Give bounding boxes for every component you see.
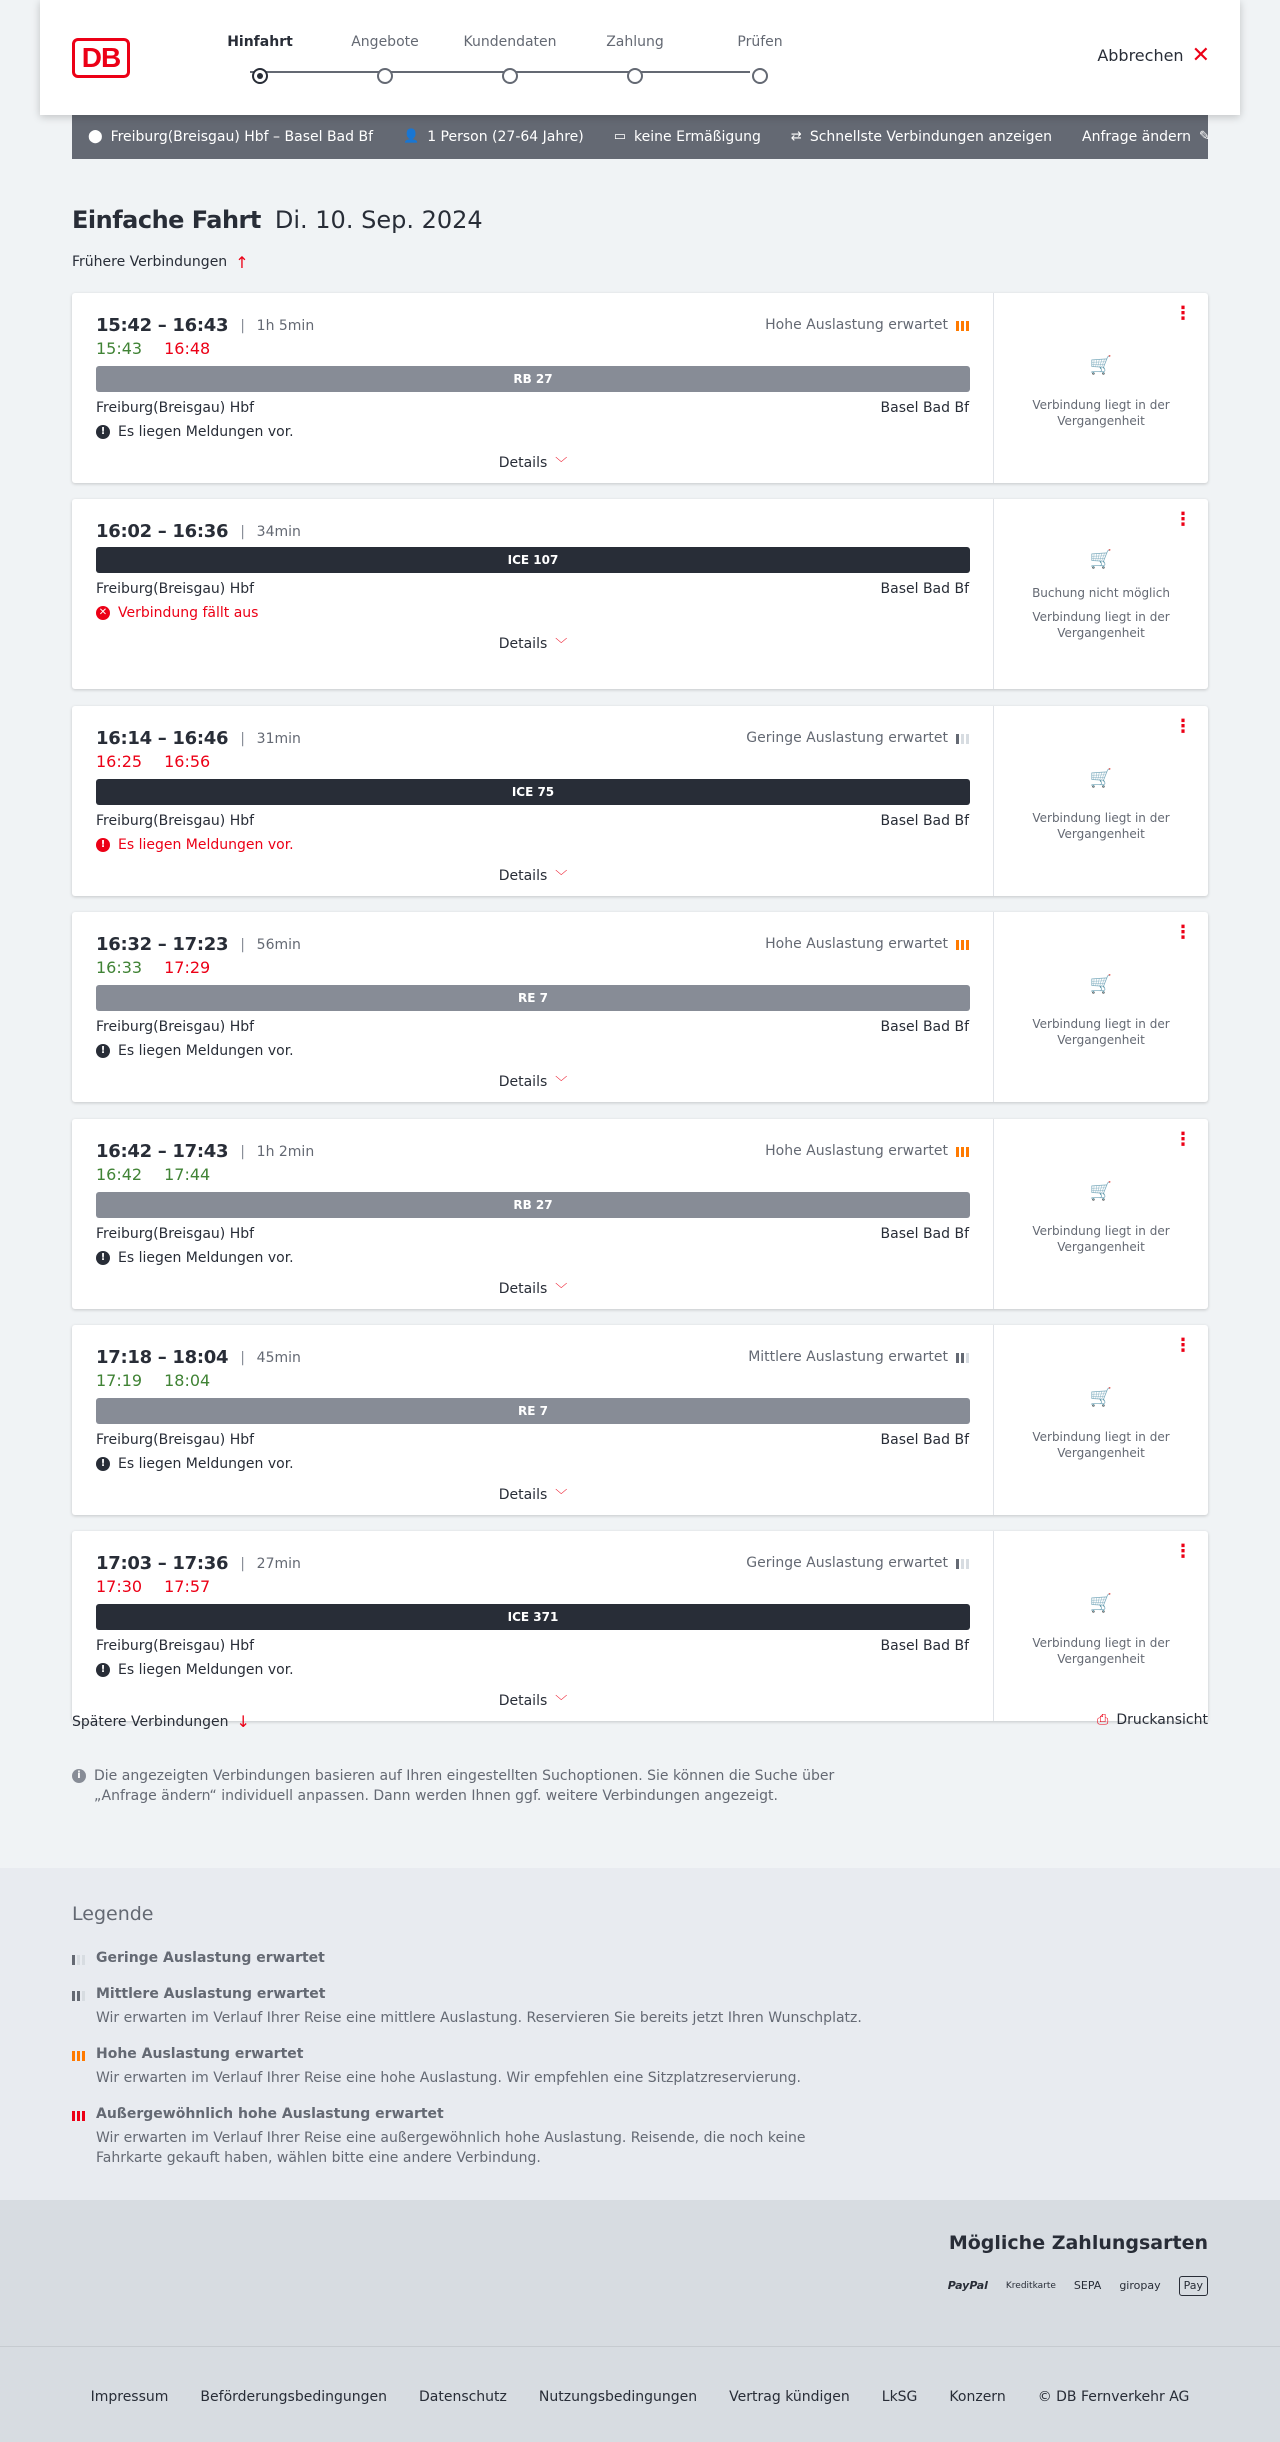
planned-times [96,315,314,336]
booking-panel [994,293,1208,483]
fastest-summary[interactable] [791,129,1052,145]
message-text: Verbindung fällt aus [118,605,259,621]
footer [0,2346,1280,2442]
more-menu-button[interactable]: ⋮ [1174,1129,1192,1150]
destination-station: Basel Bad Bf [880,1226,969,1242]
more-menu-button[interactable]: ⋮ [1174,1335,1192,1356]
connection-card[interactable] [72,499,1208,689]
realtime-arrival: 17:44 [164,1165,211,1184]
origin-station: Freiburg(Breisgau) Hbf [96,1638,255,1654]
times-text: 16:14 – 16:46 [96,728,229,749]
person-icon: 👤 [403,129,420,144]
load-high-icon [956,319,969,331]
load-medium-icon [956,1351,969,1363]
footer-link[interactable]: Vertrag kündigen [729,2389,850,2405]
message-line [96,605,258,621]
times-text: 17:03 – 17:36 [96,1553,229,1574]
load-text: Hohe Auslastung erwartet [765,317,948,333]
page-title [72,200,1208,240]
message-line [96,1662,294,1678]
cart-unavailable-icon: 🛒 [1089,1593,1113,1614]
legend-title: Legende [72,1903,154,1925]
duration: 34min [256,523,301,540]
planned-times [96,1553,301,1574]
connection-card[interactable] [72,706,1208,896]
realtime-departure: 17:19 [96,1371,143,1390]
duration: 1h 5min [256,317,315,334]
list-footer [72,1712,1208,1736]
details-label: Details [498,1487,548,1503]
search-summary-bar [72,114,1208,159]
footer-link[interactable]: Konzern [949,2389,1006,2405]
chevron-down-icon: ﹀ [555,1694,568,1708]
chevron-down-icon: ﹀ [555,456,568,470]
message-text: Es liegen Meldungen vor. [118,1456,294,1472]
realtime-times [96,1577,210,1596]
origin-station: Freiburg(Breisgau) Hbf [96,813,255,829]
cart-unavailable-icon: 🛒 [1089,355,1113,376]
edit-request-button[interactable] [1082,129,1210,145]
message-line [96,837,294,853]
cart-unavailable-icon: 🛒 [1089,549,1113,570]
giropay-icon: giropay [1119,2279,1161,2292]
message-line [96,1456,294,1472]
origin-station: Freiburg(Breisgau) Hbf [96,581,255,597]
separator: | [240,1555,245,1572]
connection-card[interactable] [72,1325,1208,1515]
realtime-arrival: 16:48 [164,339,211,358]
db-logo[interactable]: DB [72,38,130,78]
duration: 1h 2min [256,1143,315,1160]
chevron-down-icon: ﹀ [555,869,568,883]
connection-status: Verbindung liegt in der Vergangenheit [1032,1224,1170,1254]
legend-item-low [72,1950,872,1966]
details-button[interactable] [72,1073,994,1090]
alert-icon: ! [96,1663,110,1677]
booking-panel [994,706,1208,896]
cart-unavailable-icon: 🛒 [1089,1181,1113,1202]
connection-info [72,706,994,896]
chevron-down-icon: ﹀ [555,1488,568,1502]
times-text: 16:02 – 16:36 [96,521,229,542]
train-bar[interactable]: RB 27 [96,366,970,392]
realtime-departure: 16:33 [96,958,143,977]
realtime-arrival: 17:57 [164,1577,211,1596]
cancel-button[interactable] [1097,42,1210,68]
message-text: Es liegen Meldungen vor. [118,1250,294,1266]
destination-station: Basel Bad Bf [880,813,969,829]
separator: | [240,1349,245,1366]
duration: 31min [256,730,301,747]
footer-link[interactable]: Datenschutz [418,2389,507,2405]
duration: 27min [256,1555,301,1572]
route-summary[interactable] [88,129,373,145]
alert-icon: ! [96,838,110,852]
connection-info [72,912,994,1102]
message-line [96,424,294,440]
realtime-times [96,958,210,977]
cart-unavailable-icon: 🛒 [1089,768,1113,789]
load-text: Geringe Auslastung erwartet [746,730,948,746]
connection-status: Verbindung liegt in der Vergangenheit [1032,811,1170,841]
load-indicator [748,1349,969,1365]
planned-times [96,1141,314,1162]
arrow-down-icon: ↓ [236,1712,250,1731]
step-label: Angebote [351,34,419,50]
info-icon: i [72,1769,86,1783]
legend-item-title: Außergewöhnlich hohe Auslastung erwartet [96,2106,444,2122]
info-text: Die angezeigten Verbindungen basieren auf Ihren eingestellten Suchoptionen. Sie können die Suche über „Anfrage ändern“ individuell anpassen. Dann werden Ihnen ggf. weitere Verbindungen angezeigt. [94,1768,835,1804]
chevron-down-icon: ﹀ [555,1282,568,1296]
booking-panel [994,1325,1208,1515]
swap-arrows-icon: ⇄ [790,129,802,144]
footer-links [0,2389,1280,2405]
destination-station: Basel Bad Bf [880,400,969,416]
booking-panel [994,1119,1208,1309]
discount-text: keine Ermäßigung [634,128,761,145]
chevron-down-icon: ﹀ [555,637,568,651]
details-button[interactable] [72,635,994,652]
load-extreme-icon [72,2109,85,2121]
payment-icons [948,2272,1208,2300]
alert-icon: ! [96,1044,110,1058]
message-text: Es liegen Meldungen vor. [118,1662,294,1678]
progress-stepper [210,34,783,84]
step-label: Zahlung [606,34,664,50]
load-high-icon [956,1145,969,1157]
step-label: Kundendaten [463,34,557,50]
step-pruefen[interactable] [710,34,810,84]
planned-times [96,521,301,542]
message-text: Es liegen Meldungen vor. [118,424,294,440]
footer-link[interactable]: © DB Fernverkehr AG [1037,2389,1190,2405]
details-button[interactable] [72,454,994,471]
booking-status: Buchung nicht möglich [1032,586,1170,600]
apple-pay-icon: Pay [1179,2276,1208,2296]
message-line [96,1043,294,1059]
realtime-departure: 17:30 [96,1577,143,1596]
search-info-note [72,1766,852,1806]
train-bar[interactable]: RE 7 [96,1398,970,1424]
step-label: Hinfahrt [227,34,293,50]
realtime-times [96,752,210,771]
cancel-label: Abbrechen [1097,46,1184,65]
separator: | [240,523,245,540]
origin-station: Freiburg(Breisgau) Hbf [96,400,255,416]
step-label: Prüfen [737,34,783,50]
realtime-departure: 15:43 [96,339,143,358]
results-main [72,200,1208,272]
chevron-down-icon: ﹀ [555,1075,568,1089]
load-indicator [746,730,969,746]
times-text: 16:42 – 17:43 [96,1141,229,1162]
connection-status: Verbindung liegt in der Vergangenheit [1032,398,1170,428]
details-button[interactable] [72,867,994,884]
load-indicator [765,1143,969,1159]
location-pin-icon: ⬤ [88,129,103,144]
realtime-times [96,1165,210,1184]
legend-item-desc: Wir erwarten im Verlauf Ihrer Reise eine außergewöhnlich hohe Auslastung. Reisende, die noch keine Fahrkarte gekauft haben, wählen bitte eine andere Verbindung. [96,2130,806,2166]
legend-item-desc: Wir erwarten im Verlauf Ihrer Reise eine hohe Auslastung. Wir empfehlen eine Sitzplatzreservierung. [96,2070,801,2086]
connection-card[interactable] [72,1531,1208,1721]
separator: | [240,730,245,747]
more-menu-button[interactable]: ⋮ [1174,1541,1192,1562]
more-menu-button[interactable]: ⋮ [1174,303,1192,324]
load-indicator [746,1555,969,1571]
footer-link[interactable]: Impressum [90,2389,169,2405]
details-label: Details [498,455,548,471]
legend-item-title: Geringe Auslastung erwartet [96,1950,325,1966]
train-bar[interactable]: ICE 75 [96,779,970,805]
train-bar[interactable]: ICE 371 [96,1604,970,1630]
booking-panel [994,912,1208,1102]
step-dot [752,68,768,84]
duration: 45min [256,1349,301,1366]
details-label: Details [498,868,548,884]
persons-summary[interactable] [403,129,584,145]
planned-times [96,1347,301,1368]
payment-methods-section [0,2200,1280,2346]
step-angebote[interactable] [335,34,435,84]
trip-date: Di. 10. Sep. 2024 [274,206,483,234]
paypal-icon: PayPal [947,2279,988,2292]
origin-station: Freiburg(Breisgau) Hbf [96,1226,255,1242]
load-text: Mittlere Auslastung erwartet [748,1349,948,1365]
details-button[interactable] [72,1486,994,1503]
booking-panel [994,1531,1208,1721]
step-dot [627,68,643,84]
route-text: Freiburg(Breisgau) Hbf – Basel Bad Bf [110,128,373,145]
more-menu-button[interactable]: ⋮ [1174,509,1192,530]
connection-status: Verbindung liegt in der Vergangenheit [1032,1017,1170,1047]
load-low-icon [956,1557,969,1569]
alert-icon: ! [96,1251,110,1265]
train-bar[interactable]: RE 7 [96,985,970,1011]
print-label: Druckansicht [1116,1712,1208,1728]
connection-card[interactable] [72,1119,1208,1309]
footer-link[interactable]: Beförderungsbedingungen [200,2389,387,2405]
legend-section [0,1868,1280,2200]
payment-title: Mögliche Zahlungsarten [948,2232,1208,2254]
destination-station: Basel Bad Bf [880,1638,969,1654]
connection-status: Verbindung liegt in der Vergangenheit [1032,1430,1170,1460]
load-low-icon [72,1953,85,1965]
step-dot [502,68,518,84]
cart-unavailable-icon: 🛒 [1089,974,1113,995]
realtime-departure: 16:42 [96,1165,143,1184]
step-zahlung[interactable] [585,34,685,84]
load-text: Geringe Auslastung erwartet [746,1555,948,1571]
load-text: Hohe Auslastung erwartet [765,1143,948,1159]
load-text: Hohe Auslastung erwartet [765,936,948,952]
step-kundendaten[interactable] [460,34,560,84]
header [40,0,1240,115]
times-text: 17:18 – 18:04 [96,1347,229,1368]
details-label: Details [498,1281,548,1297]
credit-card-icon: Kreditkarte [1005,2281,1056,2291]
legend-item-title: Hohe Auslastung erwartet [96,2046,304,2062]
connection-card[interactable] [72,912,1208,1102]
earlier-label: Frühere Verbindungen [72,254,228,270]
separator: | [240,936,245,953]
later-connections-link[interactable] [72,1712,250,1731]
destination-station: Basel Bad Bf [880,1019,969,1035]
connection-info [72,293,994,483]
load-high-icon [956,938,969,950]
alert-icon: ! [96,1457,110,1471]
legend-item-title: Mittlere Auslastung erwartet [96,1986,326,2002]
card-icon: ▭ [613,129,627,144]
booking-panel [994,499,1208,689]
persons-text: 1 Person (27-64 Jahre) [427,128,584,145]
step-dot [252,68,268,84]
details-label: Details [498,1074,548,1090]
details-label: Details [498,1693,548,1709]
connection-info [72,1531,994,1721]
more-menu-button[interactable]: ⋮ [1174,716,1192,737]
earlier-connections-link[interactable] [72,252,1208,272]
connection-info [72,499,994,689]
train-bar[interactable]: RB 27 [96,1192,970,1218]
realtime-departure: 16:25 [96,752,143,771]
connection-status: Verbindung liegt in der Vergangenheit [1032,1636,1170,1666]
connection-card[interactable] [72,293,1208,483]
alert-icon: ! [96,425,110,439]
origin-station: Freiburg(Breisgau) Hbf [96,1432,255,1448]
origin-station: Freiburg(Breisgau) Hbf [96,1019,255,1035]
legend-item-medium [72,1986,872,2028]
separator: | [240,317,245,334]
message-text: Es liegen Meldungen vor. [118,1043,294,1059]
arrow-up-icon: ↑ [235,252,249,272]
destination-station: Basel Bad Bf [880,581,969,597]
realtime-arrival: 16:56 [164,752,211,771]
load-low-icon [956,732,969,744]
train-bar[interactable]: ICE 107 [96,547,970,573]
discount-summary[interactable] [614,129,761,145]
cancel-circle-icon: ✕ [96,606,110,620]
later-label: Spätere Verbindungen [72,1713,229,1730]
footer-link[interactable]: Nutzungsbedingungen [538,2389,698,2405]
step-hinfahrt[interactable] [210,34,310,84]
destination-station: Basel Bad Bf [880,1432,969,1448]
connection-status: Verbindung liegt in der Vergangenheit [1032,610,1170,640]
print-icon: ⎙ [1097,1712,1109,1728]
pencil-icon: ✎ [1199,129,1210,144]
details-button[interactable] [72,1692,994,1709]
times-text: 16:32 – 17:23 [96,934,229,955]
message-text: Es liegen Meldungen vor. [118,837,294,853]
legend-item-desc: Wir erwarten im Verlauf Ihrer Reise eine mittlere Auslastung. Reservieren Sie bereits jetzt Ihren Wunschplatz. [96,2010,862,2026]
more-menu-button[interactable]: ⋮ [1174,922,1192,943]
sepa-icon: SEPA [1073,2279,1102,2292]
message-line [96,1250,294,1266]
details-label: Details [498,636,548,652]
edit-text: Anfrage ändern [1082,128,1192,145]
fastest-text: Schnellste Verbindungen anzeigen [809,128,1053,145]
close-icon: ✕ [1191,42,1210,68]
print-view-button[interactable] [1097,1712,1208,1728]
load-high-icon [72,2049,85,2061]
realtime-arrival: 18:04 [164,1371,211,1390]
load-indicator [765,936,969,952]
step-dot [377,68,393,84]
legend-item-high [72,2046,872,2088]
cart-unavailable-icon: 🛒 [1089,1387,1113,1408]
times-text: 15:42 – 16:43 [96,315,229,336]
duration: 56min [256,936,301,953]
load-indicator [765,317,969,333]
realtime-arrival: 17:29 [164,958,211,977]
realtime-times [96,339,210,358]
connection-info [72,1325,994,1515]
trip-type: Einfache Fahrt [72,206,261,234]
realtime-times [96,1371,210,1390]
details-button[interactable] [72,1280,994,1297]
legend-item-extreme [72,2106,872,2168]
planned-times [96,728,301,749]
separator: | [240,1143,245,1160]
connection-info [72,1119,994,1309]
planned-times [96,934,301,955]
footer-link[interactable]: LkSG [881,2389,918,2405]
load-medium-icon [72,1989,85,2001]
